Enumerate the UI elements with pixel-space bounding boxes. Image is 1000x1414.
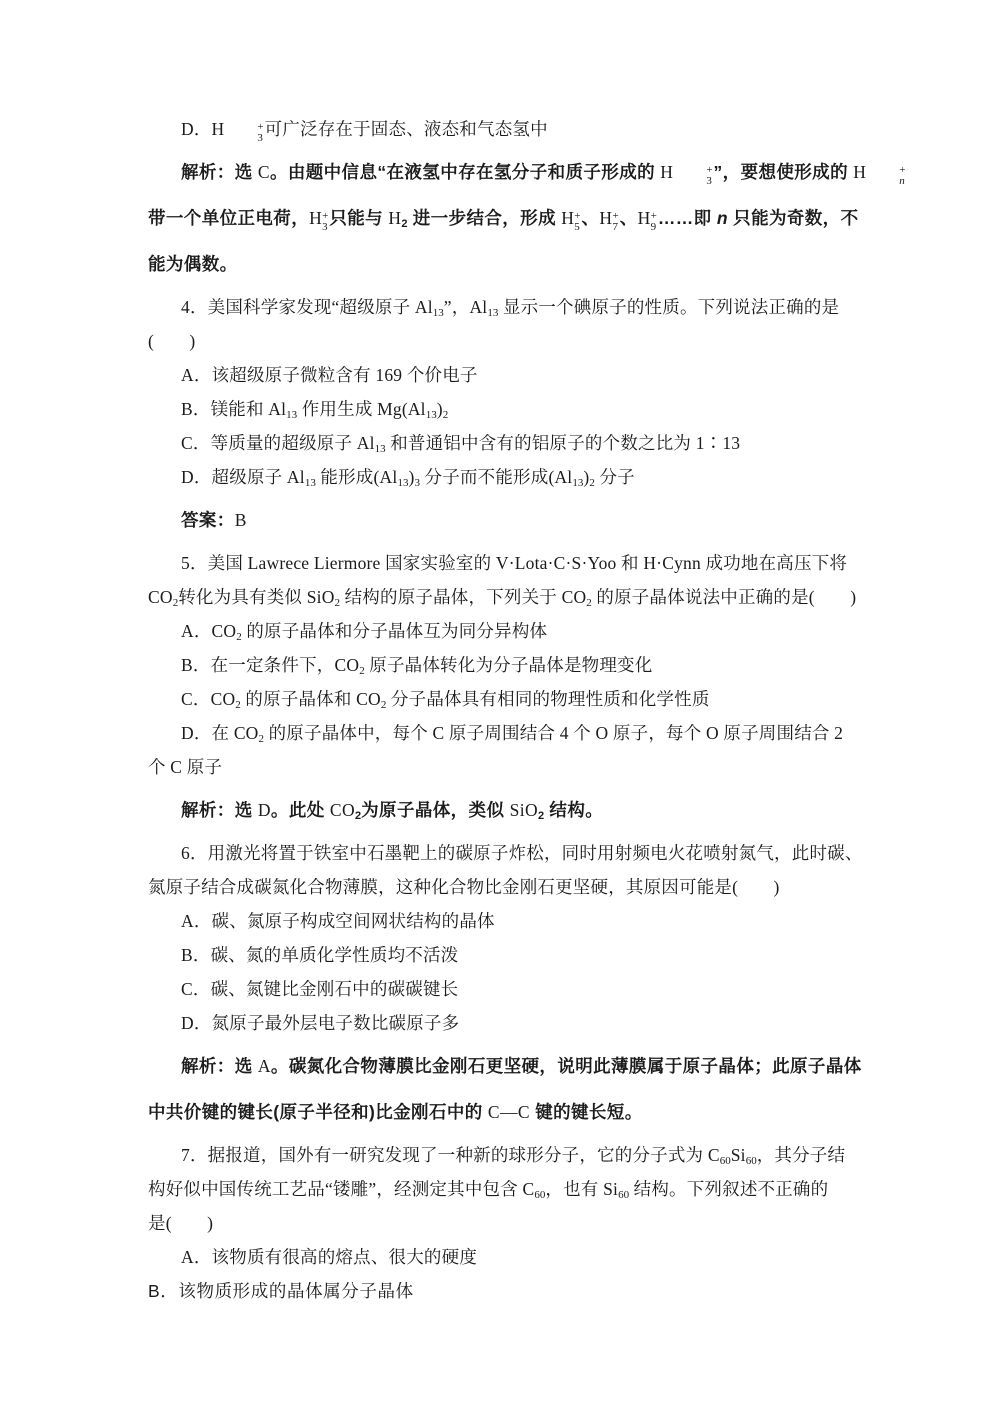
q4-stem-line-1: 4．美国科学家发现“超级原子 $Al_{13}$”，$Al_{13}$ 显示一个碘原子的性质。下列说法正确的是 [181,297,840,319]
q5-stem-line-1: 5．美国 Lawrece Liermore 国家实验室的 V·Lota·C·S·Yoo 和 H·Cynn 成功地在高压下将 [181,553,848,573]
q3-analysis-line-1: 解析：选 C。由题中信息“在液氢中存在氢分子和质子形成的 H + 3 ”，要想使形成的 H + n [181,162,906,187]
q5-stem-line-2: $CO_2$转化为具有类似 SiO$_2$ 结构的原子晶体，下列关于 $CO_2$ 的原子晶体说法中正确的是( ) [148,587,857,609]
q7-stem-line-2: 构好似中国传统工艺品“镂雕”，经测定其中包含 $C_{60}$，也有 $Si_{60}$ 结构。下列叙述不正确的 [148,1179,829,1201]
q5-option-c: C．$CO_2$ 的原子晶体和 $CO_2$ 分子晶体具有相同的物理性质和化学性质 [181,689,710,711]
q6-stem-line-2: 氮原子结合成碳氮化合物薄膜，这种化合物比金刚石更坚硬，其原因可能是( ) [148,877,780,897]
q7-option-a: A．该物质有很高的熔点、很大的硬度 [181,1247,478,1267]
q4-stem-line-2: ( ) [148,331,196,351]
stacked-sup-sub: + 3 [257,121,264,144]
stacked-sup-sub: + 9 [650,210,657,233]
q6-analysis-line-1: 解析：选 A。碳氮化合物薄膜比金刚石更坚硬，说明此薄膜属于原子晶体；此原子晶体 [181,1056,862,1076]
stacked-sup-sub: + 3 [322,210,329,233]
q4-option-d: D．超级原子 $Al_{13}$ 能形成$(Al_{13})_3$ 分子而不能形成$(Al_{13})_2$ 分子 [181,467,635,489]
q5-option-b: B．在一定条件下，$CO_2$ 原子晶体转化为分子晶体是物理变化 [181,655,653,677]
q5-option-d-line-2: 个 C 原子 [148,757,223,777]
q3-analysis-line-2: 带一个单位正电荷，H + 3 只能与 $H_2$ 进一步结合，形成 H + 5 、H + 7 、H + 9 ……即 n 只能为奇数，不 [148,208,859,233]
q5-option-a: A．$CO_2$ 的原子晶体和分子晶体互为同分异构体 [181,621,548,643]
stacked-sup-sub: + 7 [612,210,619,233]
q6-stem-line-1: 6．用激光将置于铁室中石墨靶上的碳原子炸松，同时用射频电火花喷射氮气，此时碳、 [181,843,863,863]
q6-option-a: A．碳、氮原子构成空间网状结构的晶体 [181,911,495,931]
q7-option-b: B．该物质形成的晶体属分子晶体 [148,1281,414,1301]
stacked-sup-sub: + 3 [706,164,713,187]
q3-analysis-line-3: 能为偶数。 [148,254,238,274]
q6-analysis-line-2: 中共价键的键长(原子半径和)比金刚石中的 C—C 键的键长短。 [148,1102,643,1122]
q6-option-d: D．氮原子最外层电子数比碳原子多 [181,1013,460,1033]
stacked-sup-sub: + 5 [574,210,581,233]
q7-stem-line-3: 是( ) [148,1213,214,1233]
q3-option-d: D．H + 3 可广泛存在于固态、液态和气态氢中 [181,119,548,144]
q6-option-c: C．碳、氮键比金刚石中的碳碳键长 [181,979,459,999]
q4-answer: 答案：B [181,510,247,530]
q4-option-c: C．等质量的超级原子 $Al_{13}$ 和普通铝中含有的铝原子的个数之比为 1∶13 [181,433,741,455]
q4-option-a: A．该超级原子微粒含有 169 个价电子 [181,365,478,385]
stacked-sup-sub: + n [899,164,906,187]
q4-option-b: B．镁能和 $Al_{13}$ 作用生成 $Mg(Al_{13})_2$ [181,399,449,421]
q7-stem-line-1: 7．据报道，国外有一研究发现了一种新的球形分子，它的分子式为 $C_{60}Si_{60}$，其分子结 [181,1145,846,1167]
q5-option-d-line-1: D．在 $CO_2$ 的原子晶体中，每个 C 原子周围结合 4 个 O 原子，每个 O 原子周围结合 2 [181,723,844,745]
q6-option-b: B．碳、氮的单质化学性质均不活泼 [181,945,459,965]
q5-analysis: 解析：选 D。此处 $CO_2$为原子晶体，类似 SiO$_2$ 结构。 [181,800,604,822]
